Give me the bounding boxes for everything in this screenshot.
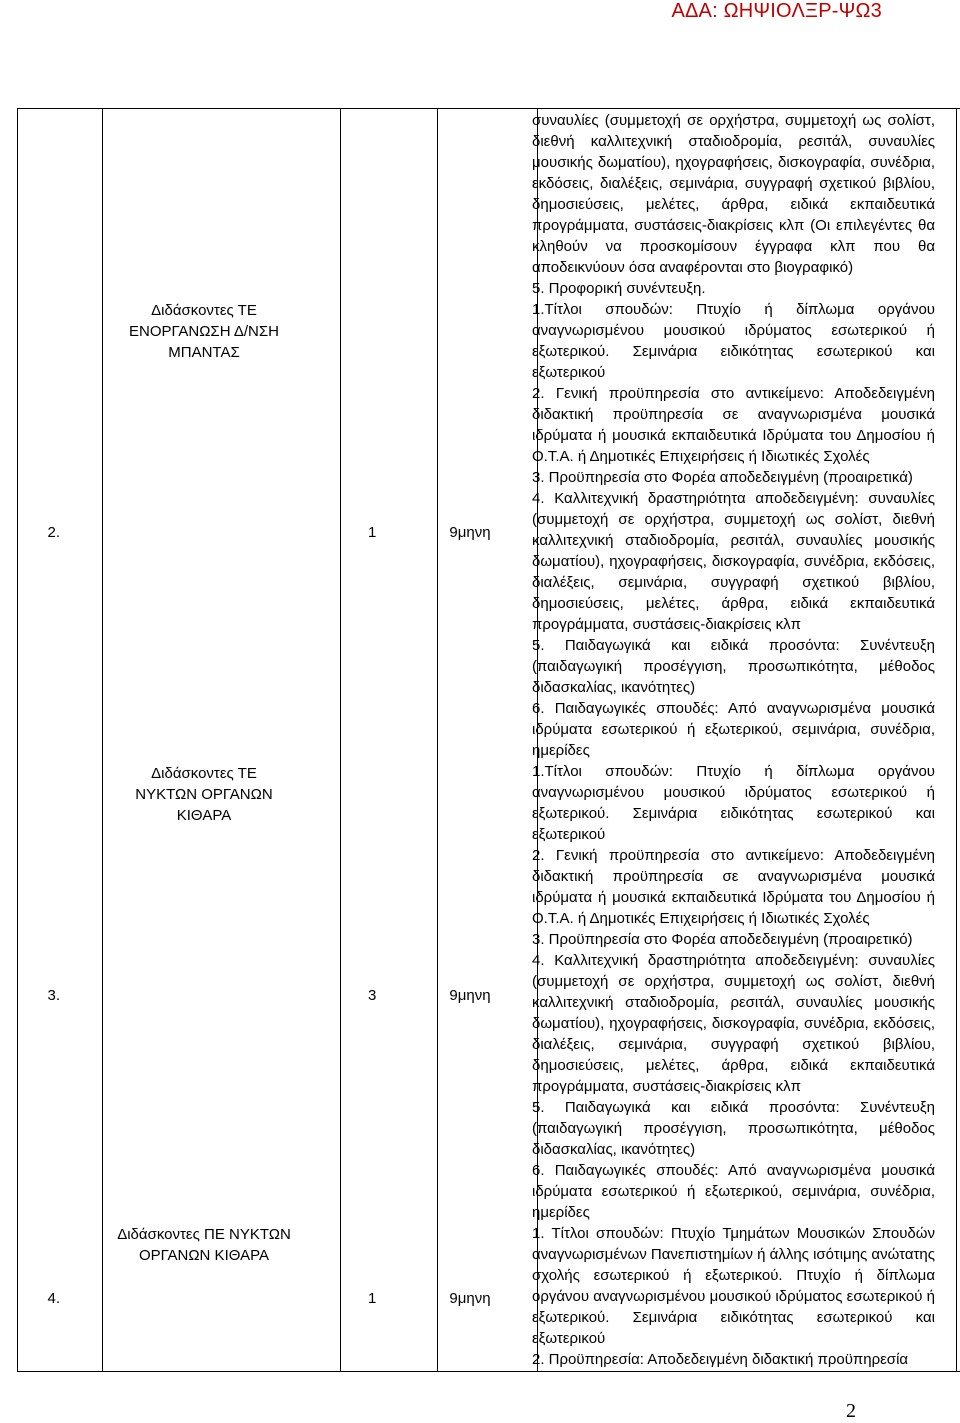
specialty-line: ΕΝΟΡΓΑΝΩΣΗ Δ/ΝΣΗ <box>128 323 279 340</box>
qualification-paragraph: 6. Παιδαγωγικές σπουδές: Από αναγνωρισμένα μουσικά ιδρύματα εσωτερικού ή εξωτερικού, σεμινάρια, συνέδρια, ημερίδες <box>532 1162 935 1221</box>
specialty-cell <box>94 300 314 363</box>
qualification-paragraph: 1.Τίτλοι σπουδών: Πτυχίο ή δίπλωμα οργάνου αναγνωρισμένου μουσικού ιδρύματος εσωτερικού ή εξωτερικού. Σεμινάρια ειδικότητας εσωτερικού και εξωτερικού <box>532 301 935 381</box>
table-divider <box>102 109 103 1371</box>
qualification-paragraph: 5. Παιδαγωγικά και ειδικά προσόντα: Συνέντευξη (παιδαγωγική προσέγγιση, προσωπικότητα, μέθοδος διδασκαλίας, ικανότητες) <box>532 637 935 696</box>
table-border-right <box>956 109 957 1371</box>
qualification-paragraph: 2. Προϋπηρεσία: Αποδεδειγμένη διδακτική προϋπηρεσία <box>532 1351 909 1368</box>
qualification-paragraph: 5. Προφορική συνέντευξη. <box>532 280 706 297</box>
qualification-paragraph: 4. Καλλιτεχνική δραστηριότητα αποδεδειγμένη: συναυλίες (συμμετοχή σε ορχήστρα, συμμετοχή ως σολίστ, διεθνή καλλιτεχνική σταδιοδρομία, ρεσιτάλ, συναυλίες μουσικής δωματίου), ηχογραφήσεις, δισκογραφία, συνέδρια, εκδόσεις, διαλέξεις, σεμινάρια, συγγραφή σχετικού βιβλίου, δημοσιεύσεις, μελέτες, άρθρα, ειδικά εκπαιδευτικά προγράμματα, συστάσεις-διακρίσεις κλπ <box>532 952 935 1095</box>
row-number: 2. <box>47 524 60 541</box>
table-divider <box>340 109 341 1371</box>
qualification-paragraph: 3. Προϋπηρεσία στο Φορέα αποδεδειγμένη (προαιρετικό) <box>532 931 913 948</box>
contract-duration: 9μηνη <box>449 1290 491 1307</box>
qualification-paragraph: συναυλίες (συμμετοχή σε ορχήστρα, συμμετοχή ως σολίστ, διεθνή καλλιτεχνική σταδιοδρομία, ρεσιτάλ, συναυλίες μουσικής δωματίου), ηχογραφήσεις, δισκογραφία, συνέδρια, εκδόσεις, διαλέξεις, σεμινάρια, συγγραφή σχετικού βιβλίου, δημοσιεύσεις, μελέτες, άρθρα, ειδικά εκπαιδευτικά προγράμματα, συστάσεις-διακρίσεις κλπ (Οι επιλεγέντες θα κληθούν να προσκομίσουν έγγραφα κλπ που θα αποδεικνύουν όσα αναφέρονται στο βιογραφικό) <box>532 112 935 276</box>
page-number: 2 <box>846 1400 856 1422</box>
specialty-line: ΟΡΓΑΝΩΝ ΚΙΘΑΡΑ <box>138 1247 270 1264</box>
positions-count: 1 <box>368 524 377 541</box>
row-number: 3. <box>47 987 60 1004</box>
qualification-paragraph: 4. Καλλιτεχνική δραστηριότητα αποδεδειγμένη: συναυλίες (συμμετοχή σε ορχήστρα, συμμετοχή ως σολίστ, διεθνή καλλιτεχνική σταδιοδρομία, ρεσιτάλ, συναυλίες μουσικής δωματίου), ηχογραφήσεις, δισκογραφία, συνέδρια, εκδόσεις, διαλέξεις, σεμινάρια, συγγραφή σχετικού βιβλίου, δημοσιεύσεις, μελέτες, άρθρα, ειδικά εκπαιδευτικά προγράμματα, συστάσεις-διακρίσεις κλπ <box>532 490 935 633</box>
specialty-line: Διδάσκοντες ΤΕ <box>151 765 257 782</box>
qualification-paragraph: 2. Γενική προϋπηρεσία στο αντικείμενο: Αποδεδειγμένη διδακτική προϋπηρεσία σε αναγνωρισμένα μουσικά ιδρύματα ή μουσικά εκπαιδευτικά Ιδρύματα του Δημοσίου ή Ο.Τ.Α. ή Δημοτικές Επιχειρήσεις ή Ιδιωτικές Σχολές <box>532 847 935 927</box>
specialty-cell <box>94 763 314 826</box>
qualification-paragraph: 5. Παιδαγωγικά και ειδικά προσόντα: Συνέντευξη (παιδαγωγική προσέγγιση, προσωπικότητα, μέθοδος διδασκαλίας, ικανότητες) <box>532 1099 935 1158</box>
qualification-paragraph: 3. Προϋπηρεσία στο Φορέα αποδεδειγμένη (προαιρετικά) <box>532 469 913 486</box>
positions-count: 3 <box>368 987 377 1004</box>
specialty-line: Διδάσκοντες ΤΕ <box>151 302 257 319</box>
ada-code: ΑΔΑ: ΩΗΨΙΟΛΞΡ-ΨΩ3 <box>671 0 882 22</box>
contract-duration: 9μηνη <box>449 987 491 1004</box>
qualification-paragraph: 1. Τίτλοι σπουδών: Πτυχίο Τμημάτων Μουσικών Σπουδών αναγνωρισμένων Πανεπιστημίων ή άλλης ισότιμης ανώτατης σχολής εσωτερικού ή εξωτερικού. Πτυχίο ή δίπλωμα οργάνου αναγνωρισμένου μουσικού ιδρύματος εσωτερικού ή εξωτερικού. Σεμινάρια ειδικότητας εσωτερικού και εξωτερικού <box>532 1225 935 1347</box>
specialty-cell <box>94 1224 314 1266</box>
table-divider <box>437 109 438 1371</box>
row-number: 4. <box>47 1290 60 1307</box>
specialty-line: ΚΙΘΑΡΑ <box>176 807 232 824</box>
positions-count: 1 <box>368 1290 377 1307</box>
specialty-line: ΜΠΑΝΤΑΣ <box>168 344 240 361</box>
qualification-paragraph: 6. Παιδαγωγικές σπουδές: Από αναγνωρισμένα μουσικά ιδρύματα εσωτερικού ή εξωτερικού, σεμινάρια, συνέδρια, ημερίδες <box>532 700 935 759</box>
specialty-line: ΝΥΚΤΩΝ ΟΡΓΑΝΩΝ <box>135 786 273 803</box>
qualification-paragraph: 2. Γενική προϋπηρεσία στο αντικείμενο: Αποδεδειγμένη διδακτική προϋπηρεσία σε αναγνωρισμένα μουσικά ιδρύματα ή μουσικά εκπαιδευτικά Ιδρύματα του Δημοσίου ή Ο.Τ.Α. ή Δημοτικές Επιχειρήσεις ή Ιδιωτικές Σχολές <box>532 385 935 465</box>
specialty-line: Διδάσκοντες ΠΕ ΝΥΚΤΩΝ <box>117 1226 291 1243</box>
qualification-paragraph: 1.Τίτλοι σπουδών: Πτυχίο ή δίπλωμα οργάνου αναγνωρισμένου μουσικού ιδρύματος εσωτερικού ή εξωτερικού. Σεμινάρια ειδικότητας εσωτερικού και εξωτερικού <box>532 763 935 843</box>
qualifications-column <box>532 110 935 1370</box>
table-border-left <box>17 109 18 1371</box>
contract-duration: 9μηνη <box>449 524 491 541</box>
